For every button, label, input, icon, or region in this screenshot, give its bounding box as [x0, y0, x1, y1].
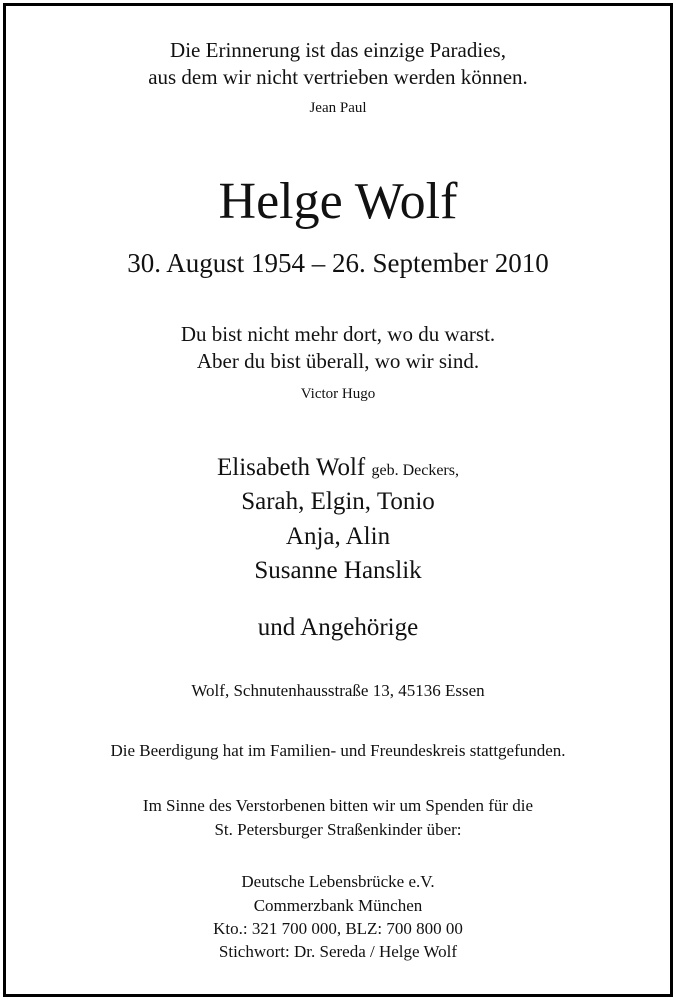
bank-name: Commerzbank München	[253, 896, 423, 915]
donation-keyword: Stichwort: Dr. Sereda / Helge Wolf	[218, 942, 458, 961]
spouse-name: Elisabeth Wolf	[217, 454, 366, 481]
quote1-line2: aus dem wir nicht vertrieben werden können.	[148, 65, 528, 89]
address: Wolf, Schnutenhausstraße 13, 45136 Essen	[191, 681, 485, 700]
spouse-maiden-name: geb. Deckers,	[371, 462, 459, 479]
bank-account: Kto.: 321 700 000, BLZ: 700 800 00	[213, 919, 463, 938]
mourner-children: Sarah, Elgin, Tonio	[241, 488, 435, 515]
quote2-line2: Aber du bist überall, wo wir sind.	[196, 349, 480, 373]
quote1-author: Jean Paul	[309, 100, 367, 116]
quote2-author: Victor Hugo	[300, 386, 376, 402]
mourner-line3: Anja, Alin	[285, 523, 391, 550]
obituary-notice	[3, 3, 673, 997]
life-dates: 30. August 1954 – 26. September 2010	[127, 248, 549, 278]
mourner-relatives: und Angehörige	[257, 614, 419, 641]
donation-line2: St. Petersburger Straßenkinder über:	[214, 820, 462, 839]
deceased-name: Helge Wolf	[218, 173, 458, 230]
quote1-line1: Die Erinnerung ist das einzige Paradies,	[170, 38, 506, 62]
mourner-spouse	[6, 455, 670, 480]
mourner-line4: Susanne Hanslik	[254, 557, 422, 584]
quote2-line1: Du bist nicht mehr dort, wo du warst.	[180, 322, 496, 346]
donation-line1: Im Sinne des Verstorbenen bitten wir um Spenden für die	[142, 796, 534, 815]
funeral-note: Die Beerdigung hat im Familien- und Freundeskreis stattgefunden.	[110, 741, 566, 760]
bank-org: Deutsche Lebensbrücke e.V.	[241, 872, 435, 891]
